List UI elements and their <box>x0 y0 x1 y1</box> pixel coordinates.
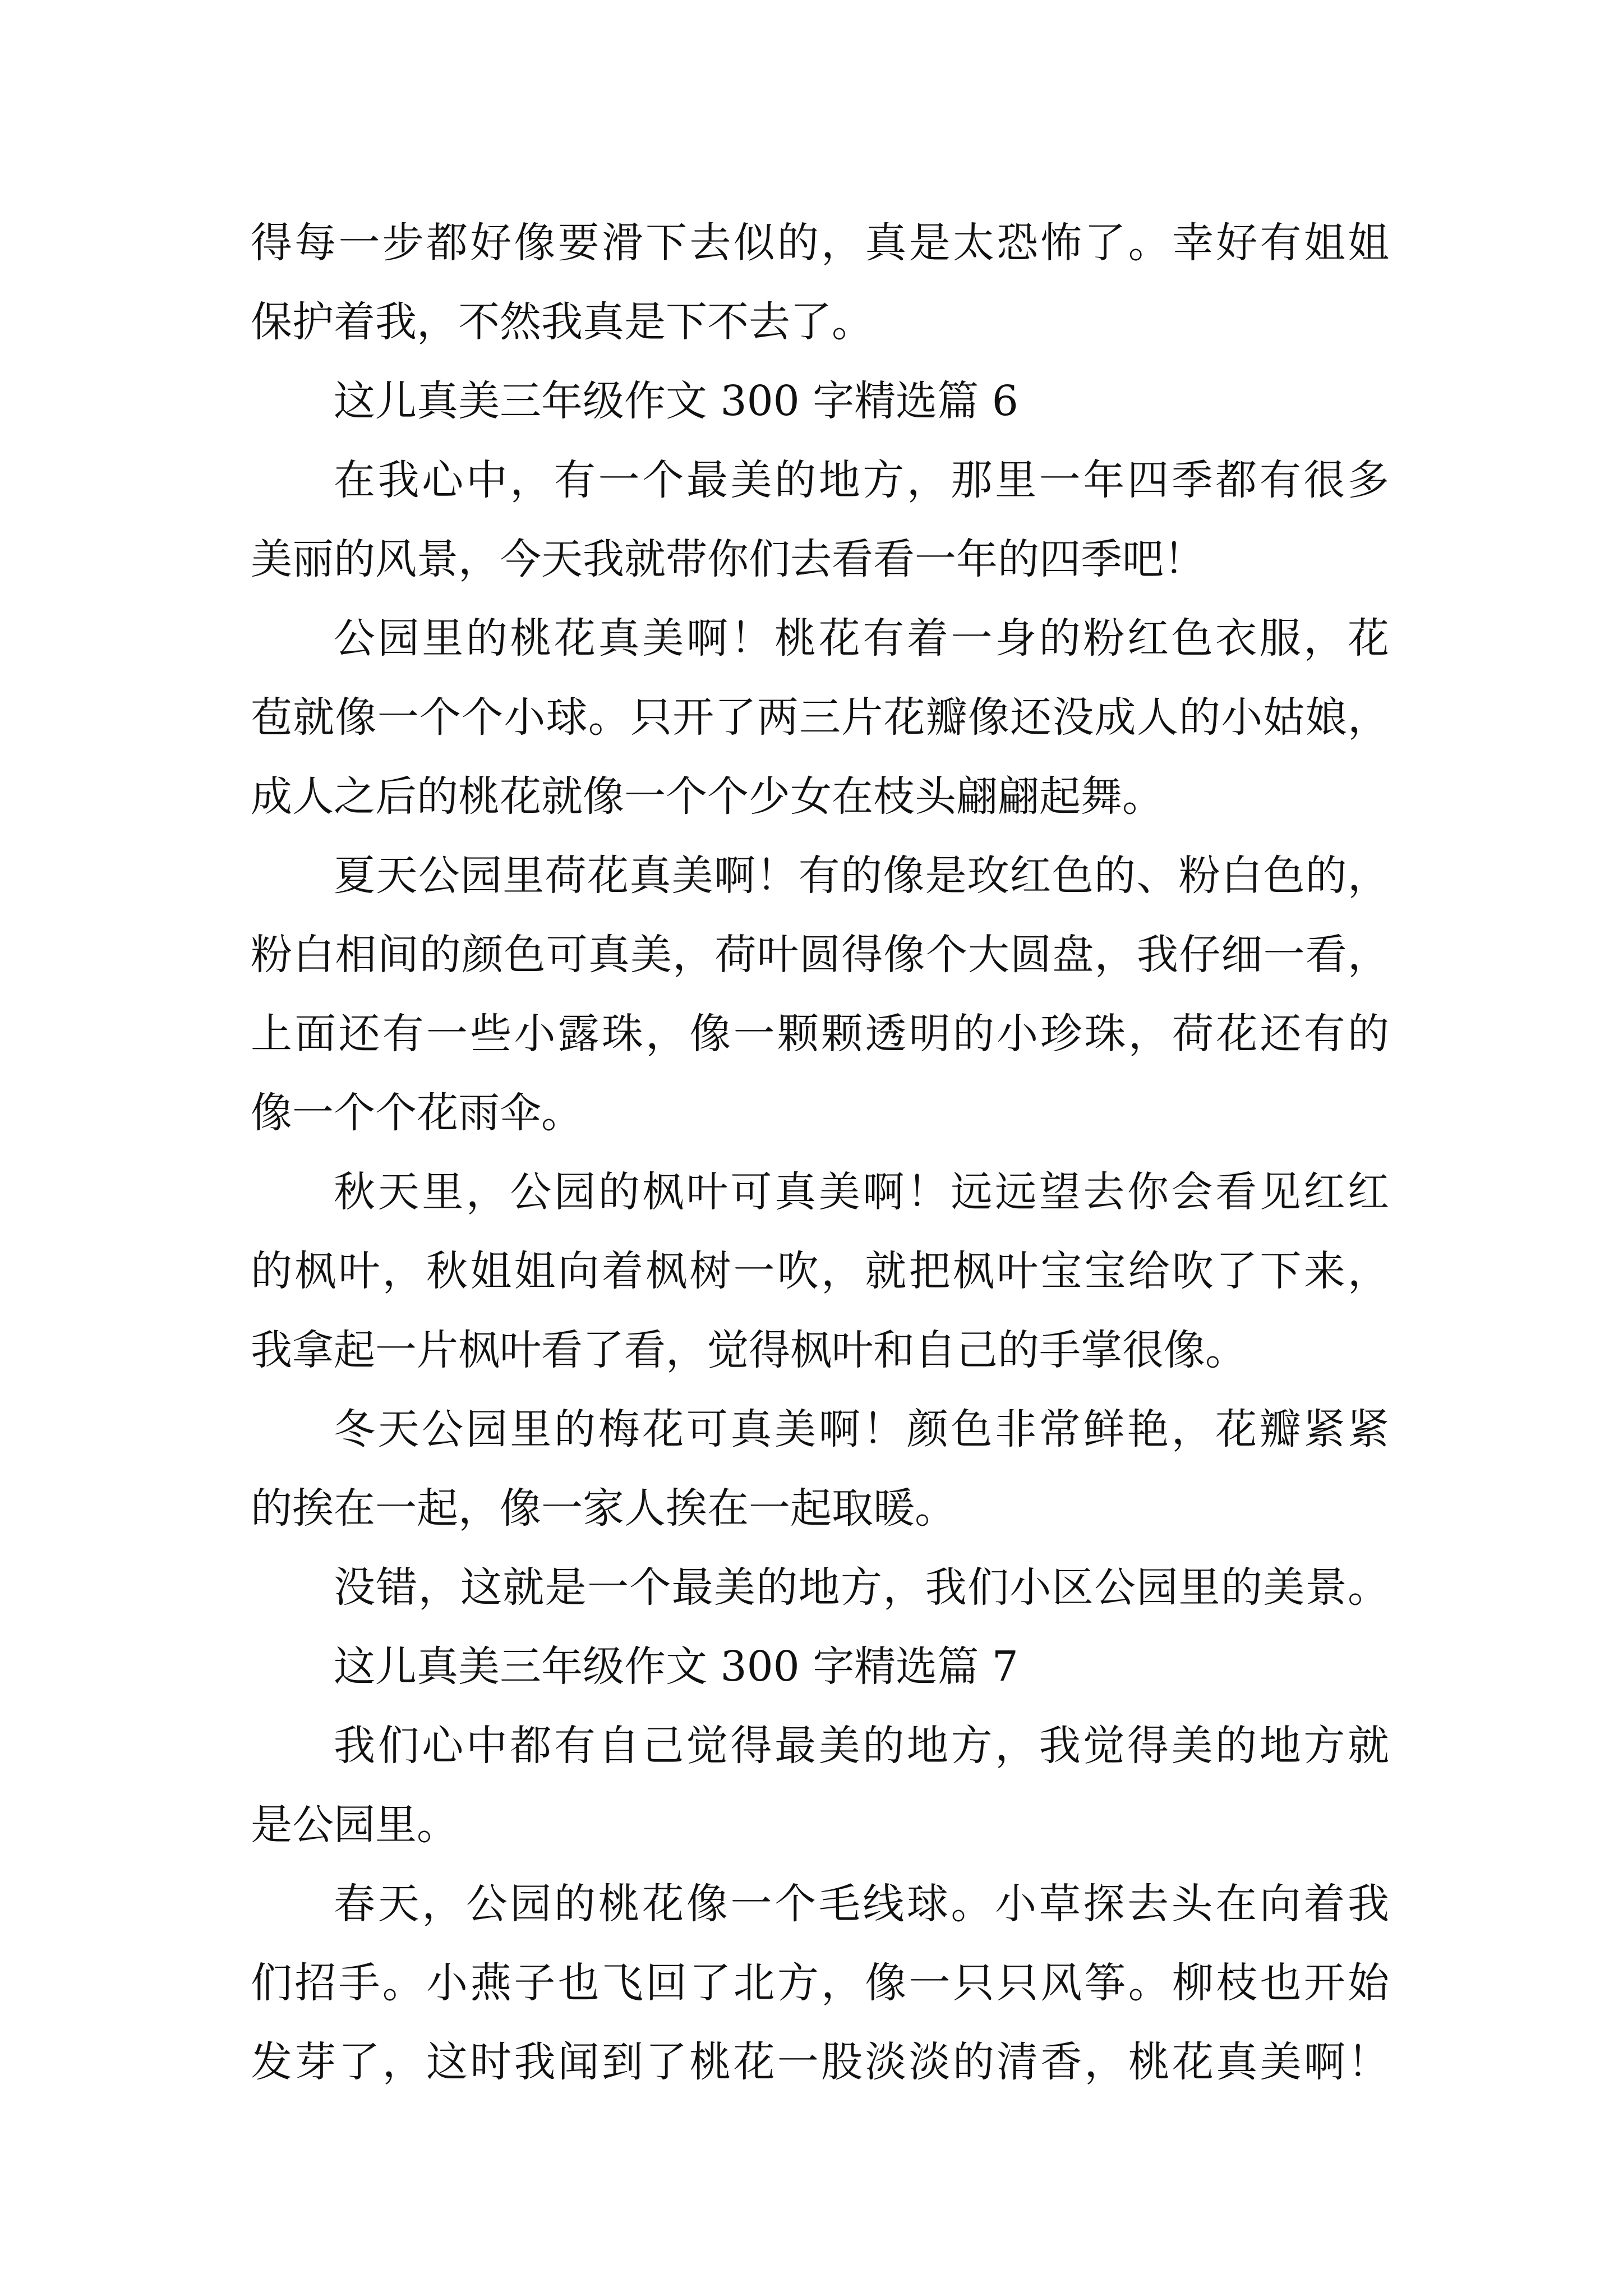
paragraph-line: 冬天公园里的梅花可真美啊！颜色非常鲜艳，花瓣紧紧 <box>334 1405 1389 1453</box>
paragraph-line: 我们心中都有自己觉得最美的地方，我觉得美的地方就 <box>334 1722 1389 1770</box>
paragraph-line: 公园里的桃花真美啊！桃花有着一身的粉红色衣服，花 <box>334 614 1389 662</box>
paragraph-line: 成人之后的桃花就像一个个少女在枝头翩翩起舞。 <box>251 772 1164 821</box>
paragraph-line: 苞就像一个个小球。只开了两三片花瓣像还没成人的小姑娘， <box>251 693 1389 742</box>
paragraph <box>251 1548 1389 1627</box>
paragraph-line: 发芽了，这时我闻到了桃花一股淡淡的清香，桃花真美啊！ <box>251 2038 1389 2086</box>
paragraph-line: 我拿起一片枫叶看了看，觉得枫叶和自己的手掌很像。 <box>251 1326 1247 1374</box>
paragraph-line: 们招手。小燕子也飞回了北方，像一只只风筝。柳枝也开始 <box>251 1959 1389 2007</box>
section-heading: 这儿真美三年级作文 300 字精选篇 7 <box>334 1642 1018 1691</box>
paragraph <box>251 599 1389 836</box>
paragraph-line: 的枫叶，秋姐姐向着枫树一吹，就把枫叶宝宝给吹了下来， <box>251 1247 1389 1295</box>
paragraph-line: 上面还有一些小露珠，像一颗颗透明的小珍珠，荷花还有的 <box>251 1010 1389 1058</box>
paragraph <box>251 836 1389 1153</box>
paragraph-line: 得每一步都好像要滑下去似的，真是太恐怖了。幸好有姐姐 <box>251 219 1389 267</box>
paragraph-line: 秋天里，公园的枫叶可真美啊！远远望去你会看见红红 <box>334 1168 1389 1216</box>
document-page <box>251 204 1389 2102</box>
section-heading: 这儿真美三年级作文 300 字精选篇 6 <box>334 377 1018 425</box>
paragraph-line: 在我心中，有一个最美的地方，那里一年四季都有很多 <box>334 456 1389 504</box>
paragraph <box>251 1865 1389 2102</box>
paragraph <box>251 204 1389 362</box>
paragraph-line: 没错，这就是一个最美的地方，我们小区公园里的美景。 <box>334 1563 1389 1612</box>
paragraph-line: 是公园里。 <box>251 1801 458 1849</box>
paragraph <box>251 1390 1389 1548</box>
paragraph-line: 春天，公园的桃花像一个毛线球。小草探去头在向着我 <box>334 1880 1389 1928</box>
paragraph-line: 美丽的风景，今天我就带你们去看看一年的四季吧！ <box>251 535 1205 583</box>
paragraph-line: 夏天公园里荷花真美啊！有的像是玫红色的、粉白色的， <box>334 852 1389 900</box>
paragraph-line: 像一个个花雨伞。 <box>251 1089 583 1137</box>
paragraph <box>251 1153 1389 1390</box>
paragraph-line: 保护着我，不然我真是下不去了。 <box>251 298 873 346</box>
paragraph-line: 的挨在一起，像一家人挨在一起取暖。 <box>251 1484 956 1533</box>
paragraph-line: 粉白相间的颜色可真美，荷叶圆得像个大圆盘，我仔细一看， <box>251 931 1389 979</box>
paragraph <box>251 441 1389 599</box>
paragraph <box>251 1706 1389 1865</box>
